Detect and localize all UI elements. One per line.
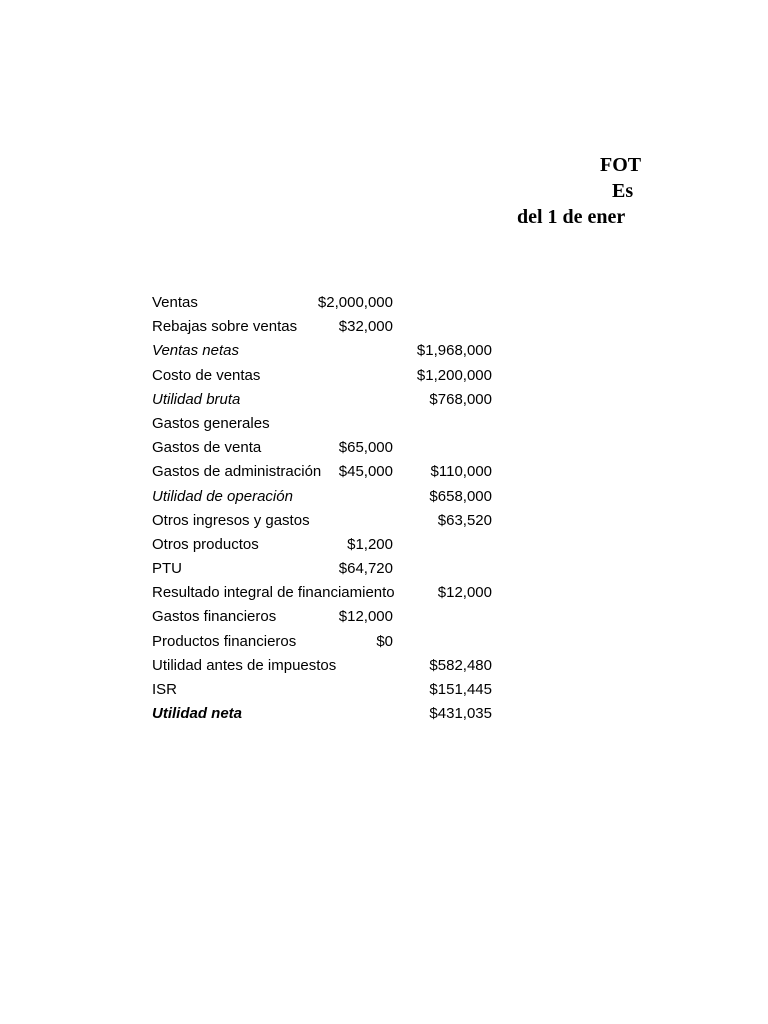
company-name: FOT [600,154,642,176]
row-value-col2: $658,000 [429,487,492,505]
table-row [0,533,632,557]
row-label: Resultado integral de financiamiento [152,584,395,602]
table-row [0,702,632,726]
row-label: Productos financieros [152,632,297,650]
row-value-col2: $431,035 [429,705,492,723]
row-value-col2: $12,000 [437,584,492,602]
table-row [0,339,632,363]
row-value-col2: $1,968,000 [416,342,492,360]
row-label: Utilidad neta [152,705,243,723]
table-row [0,485,632,509]
row-value-col2: $582,480 [429,656,492,674]
row-label: Utilidad de operación [152,487,293,505]
table-row [0,605,632,629]
row-value-col2: $1,200,000 [416,366,492,384]
row-value-col1: $2,000,000 [317,294,393,311]
row-label: Utilidad bruta [152,390,241,408]
row-label: Gastos generales [152,414,270,432]
row-value-col1: $0 [376,632,393,650]
table-row [0,436,632,460]
row-label: Otros productos [152,535,259,553]
row-label: Utilidad antes de impuestos [152,656,337,674]
row-value-col2: $63,520 [437,511,492,529]
table-row [0,364,632,388]
row-value-col1: $64,720 [338,560,393,578]
row-label: Costo de ventas [152,366,261,384]
row-label: Ventas [152,294,198,311]
row-value-col2: $151,445 [429,681,492,698]
row-value-col2: $768,000 [429,390,492,408]
row-value-col1: $1,200 [347,535,393,553]
table-row [0,509,632,533]
statement-title: Es [612,180,634,202]
row-label: Ventas netas [152,342,240,360]
income-statement-table [0,291,632,726]
table-row [0,412,632,436]
table-row [0,388,632,412]
row-label: PTU [152,560,182,578]
row-value-col1: $65,000 [338,439,393,457]
table-row [0,630,632,654]
table-row [0,460,632,484]
row-value-col1: $45,000 [338,463,393,481]
statement-header [0,148,642,238]
table-row [0,315,632,339]
row-value-col1: $12,000 [338,608,393,626]
statement-period: del 1 de ener [517,206,626,228]
row-label: ISR [152,681,178,698]
row-label: Rebajas sobre ventas [152,318,298,336]
row-label: Gastos de venta [152,439,262,457]
row-value-col2: $110,000 [430,463,492,481]
table-row [0,678,632,702]
table-row [0,557,632,581]
table-row [0,581,632,605]
row-value-col1: $32,000 [338,318,393,336]
table-row [0,654,632,678]
table-row [0,291,632,315]
row-label: Otros ingresos y gastos [152,511,310,529]
row-label: Gastos de administración [152,463,322,481]
row-label: Gastos financieros [152,608,277,626]
